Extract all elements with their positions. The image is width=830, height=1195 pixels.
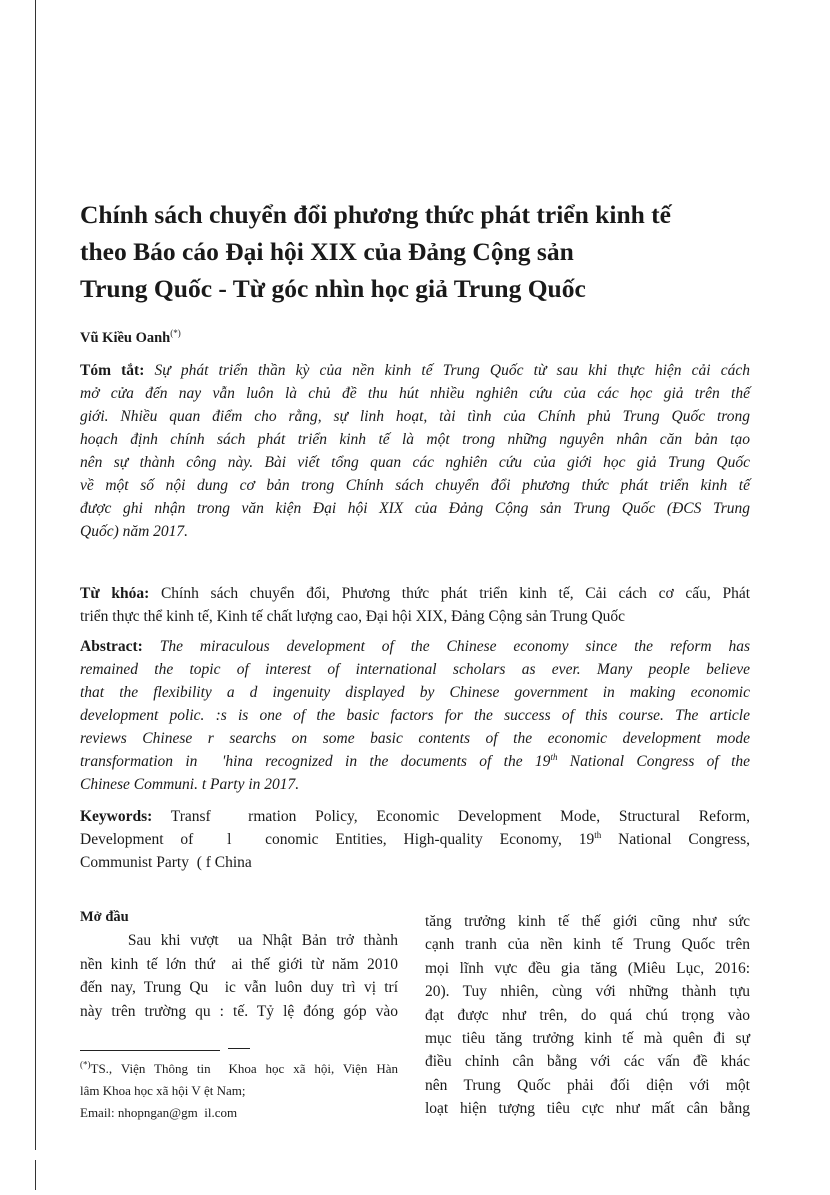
footnote-line: TS., Viện Thông tin Khoa học xã hội, Viện Hàn (90, 1061, 398, 1076)
abstract-line (80, 750, 750, 773)
body-line: này trên trường qu : tế. Tỷ lệ đóng góp vào (80, 1002, 398, 1020)
body-line: điều chỉnh cân bằng với các vấn đề khác (425, 1053, 750, 1071)
superscript: th (594, 829, 602, 840)
scan-margin-line (35, 1160, 36, 1190)
keywords-line: Communist Party ( f China (80, 854, 252, 871)
title-line: theo Báo cáo Đại hội XIX của Đảng Cộng sản (80, 237, 574, 266)
footnote-email: Email: nhopngan@gm il.com (80, 1105, 238, 1120)
summary-line: mở cửa đến nay vẫn luôn là chủ đề thu hút nhiều nghiên cứu của các học giả trên thế (80, 385, 750, 402)
keywords-line: Chính sách chuyển đổi, Phương thức phát triển kinh tế, Cải cách cơ cấu, Phát (160, 585, 751, 602)
english-keywords (80, 805, 750, 874)
title-line: Chính sách chuyển đổi phương thức phát triển kinh tế (80, 200, 671, 229)
summary-line: về một số nội dung cơ bản trong Chính sách chuyển đổi phương thức phát triển kinh tế (80, 477, 750, 494)
body-line: mọi lĩnh vực đều gia tăng (Miêu Lục, 2016: (425, 959, 750, 977)
body-line: cạnh tranh của nền kinh tế Trung Quốc trên (425, 936, 750, 954)
scan-margin-line (35, 0, 36, 1150)
abstract-line-text: transformation in 'hina recognized in the documents of the 19 (80, 753, 551, 770)
footnote-line: lâm Khoa học xã hội V ệt Nam; (80, 1083, 246, 1098)
footnote-divider (228, 1048, 250, 1049)
abstract-line: remained the topic of interest of international scholars as ever. Many people believe (80, 661, 750, 678)
summary-line: hoạch định chính sách phát triển kinh tế là một trong những nguyên nhân căn bản tạo (80, 431, 750, 448)
intro-left-column (80, 906, 398, 1023)
body-line: tăng trưởng kinh tế thế giới cũng như sức (425, 913, 750, 930)
keywords-line-text: Development of l conomic Entities, High-quality Economy, 19 (80, 831, 595, 848)
body-line: mục tiêu tăng trưởng kinh tế mà quên đi sự (425, 1029, 750, 1047)
abstract-line: that the flexibility a d ingenuity displayed by Chinese government in making economic (80, 684, 750, 701)
abstract-line-text: National Congress of the (557, 753, 751, 770)
body-line: nền kinh tế lớn thứ ai thế giới từ năm 2010 (80, 955, 398, 973)
footnote-mark: (*) (80, 1059, 91, 1070)
summary-line: Sự phát triển thần kỳ của nền kinh tế Trung Quốc từ sau khi thực hiện cải cách (154, 362, 750, 379)
body-line: 20). Tuy nhiên, cùng với những thành tựu (425, 983, 750, 1001)
summary-label: Tóm tắt: (80, 362, 145, 379)
intro-right-column (425, 910, 750, 1121)
abstract-line: The miraculous development of the Chinese economy since the reform has (159, 638, 750, 655)
body-line: Sau khi vượt ua Nhật Bản trở thành (80, 932, 398, 950)
keywords-line: Transf rmation Policy, Economic Development Mode, Structural Reform, (170, 808, 750, 825)
footnote-divider (80, 1050, 220, 1051)
body-line: đạt được như trên, do quá chú trọng vào (425, 1006, 750, 1024)
author (80, 328, 181, 348)
keywords-line (80, 828, 750, 851)
superscript: th (550, 751, 558, 762)
summary-line: được ghi nhận trong văn kiện Đại hội XIX của Đảng Cộng sản Trung Quốc (ĐCS Trung (80, 500, 750, 517)
abstract-line: development polic. :s is one of the basic factors for the success of this course. The article (80, 707, 750, 724)
summary-line: giới. Nhiều quan điểm cho rằng, sự linh hoạt, tài tình của Chính phủ Trung Quốc trong (80, 408, 750, 425)
english-abstract (80, 635, 750, 796)
summary-line: Quốc) năm 2017. (80, 523, 189, 540)
footnote (80, 1058, 398, 1124)
title-line: Trung Quốc - Từ góc nhìn học giả Trung Quốc (80, 274, 586, 303)
vietnamese-summary (80, 359, 750, 543)
vietnamese-keywords (80, 582, 750, 628)
keywords-label: Từ khóa: (80, 585, 150, 602)
author-footnote-mark: (*) (170, 328, 181, 339)
abstract-line: Chinese Communi. t Party in 2017. (80, 776, 300, 793)
article-title (80, 196, 780, 307)
body-line: loạt hiện tượng tiêu cực như mất cân bằng (425, 1100, 750, 1118)
section-heading: Mở đầu (80, 909, 129, 925)
body-line: nên Trung Quốc phải đối diện với một (425, 1076, 750, 1094)
summary-line: nên sự thành công này. Bài viết tổng quan các nghiên cứu của giới học giả Trung Quốc (80, 454, 750, 471)
body-line: đến nay, Trung Qu ic vẫn luôn duy trì vị trí (80, 979, 398, 997)
author-name: Vũ Kiều Oanh (80, 330, 171, 346)
abstract-label: Abstract: (80, 638, 143, 655)
keywords-line-text: National Congress, (601, 831, 750, 848)
keywords-label: Keywords: (80, 808, 153, 825)
abstract-line: reviews Chinese r searchs on some basic contents of the economic development mode (80, 730, 750, 747)
keywords-line: triển thực thể kinh tế, Kinh tế chất lượng cao, Đại hội XIX, Đảng Cộng sản Trung Quốc (80, 608, 626, 625)
